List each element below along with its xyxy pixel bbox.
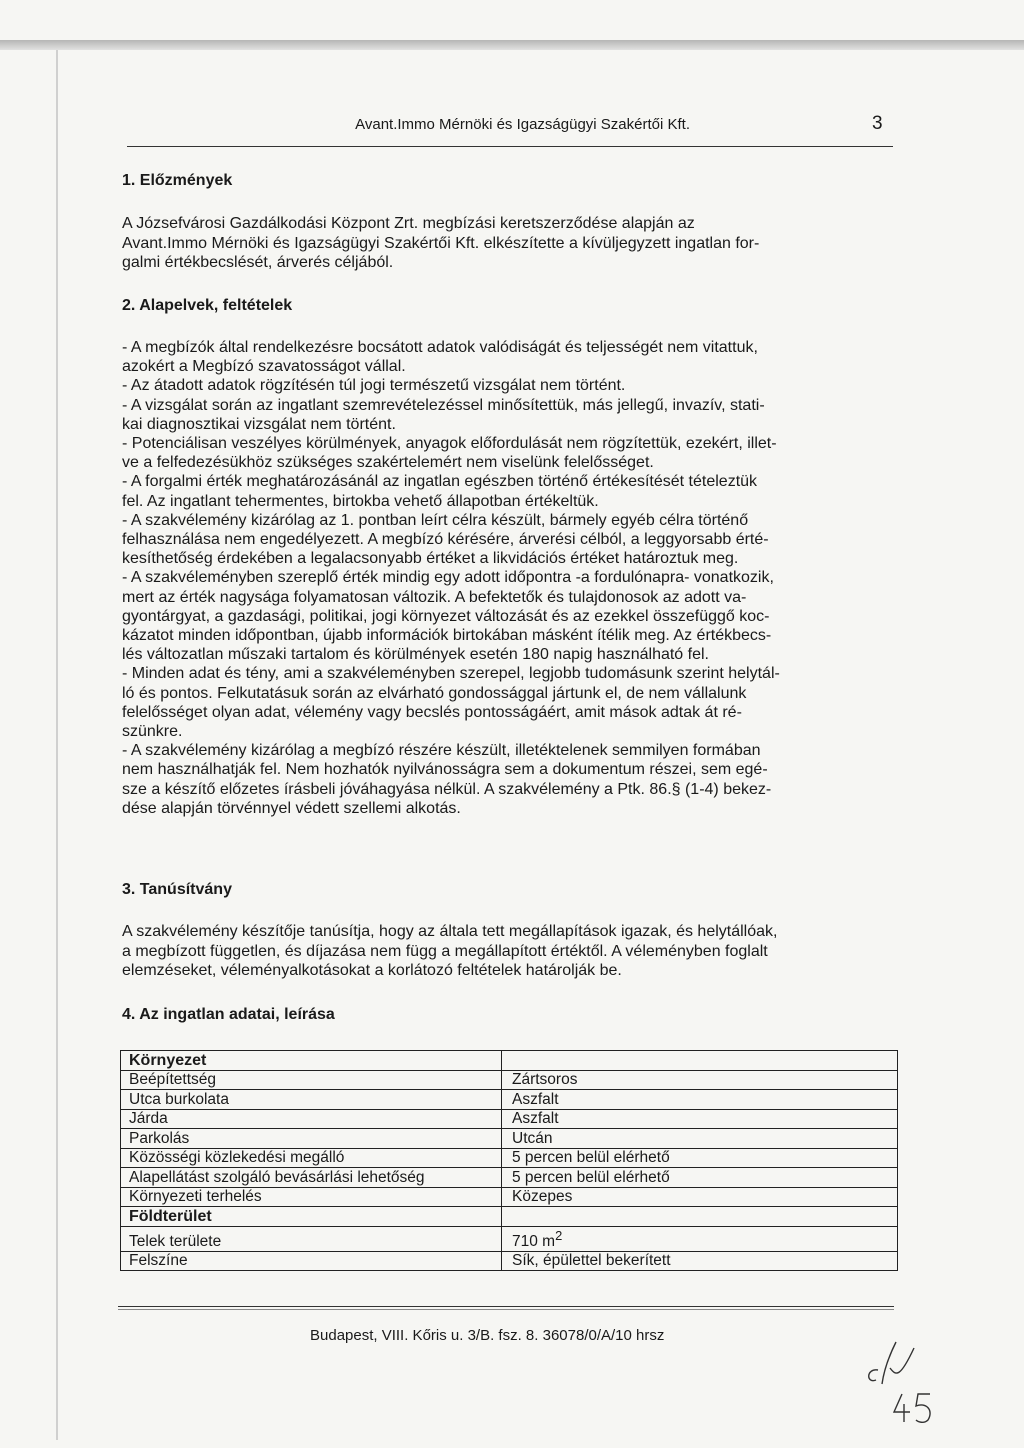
table-row bbox=[121, 1090, 898, 1110]
table-row bbox=[121, 1148, 898, 1168]
section-3-title: 3. Tanúsítvány bbox=[122, 881, 232, 898]
table-row-section bbox=[121, 1207, 898, 1227]
paragraph-line: A szakvélemény készítője tanúsítja, hogy az általa tett megállapítások igazak, és helytállóak, bbox=[122, 923, 778, 940]
footer-divider bbox=[118, 1306, 894, 1307]
paragraph-line: A Józsefvárosi Gazdálkodási Központ Zrt. megbízási keretszerződése alapján az bbox=[122, 215, 695, 232]
area-value: 710 m bbox=[512, 1232, 556, 1250]
section-2-title: 2. Alapelvek, feltételek bbox=[122, 297, 293, 314]
property-data-table bbox=[120, 1050, 898, 1271]
table-cell-label: Környezeti terhelés bbox=[121, 1187, 502, 1207]
section-4-title: 4. Az ingatlan adatai, leírása bbox=[122, 1006, 335, 1023]
section-3-body bbox=[122, 922, 884, 981]
section-1-body bbox=[122, 214, 882, 273]
area-unit-exponent: 2 bbox=[555, 1227, 563, 1243]
table-cell-value: Aszfalt bbox=[502, 1090, 898, 1110]
paragraph-line: fel. Az ingatlant tehermentes, birtokba vehető állapotban értékeltük. bbox=[122, 492, 599, 510]
table-row bbox=[121, 1251, 898, 1271]
paragraph-line: - A vizsgálat során az ingatlant szemrevételezéssel minősítettük, más jellegű, invazív, stati- bbox=[122, 396, 765, 414]
table-cell-value: Sík, épülettel bekerített bbox=[502, 1251, 898, 1271]
footer-address: Budapest, VIII. Kőris u. 3/B. fsz. 8. 36078/0/A/10 hrsz bbox=[310, 1327, 665, 1344]
scan-edge-top bbox=[0, 40, 1024, 50]
paragraph-line: elemzéseket, véleményalkotásokat a korlátozó feltételek határolják be. bbox=[122, 962, 622, 979]
table-row bbox=[121, 1226, 898, 1251]
table-cell-label: Beépítettség bbox=[121, 1070, 502, 1090]
table-cell-value: 5 percen belül elérhető bbox=[502, 1148, 898, 1168]
table-cell-label: Utca burkolata bbox=[121, 1090, 502, 1110]
table-row bbox=[121, 1109, 898, 1129]
paragraph-line: felhasználása nem engedélyezett. A megbízó kérésére, árverési célból, a leggyorsabb érté- bbox=[122, 531, 769, 549]
paragraph-line: - A szakvéleményben szereplő érték mindig egy adott időpontra -a fordulónapra- vonatkozik, bbox=[122, 569, 774, 587]
paragraph-line: gyontárgyat, a gazdasági, politikai, jogi környezet változását és az ezekkel összefüggő koc- bbox=[122, 607, 770, 625]
paragraph-line: mert az érték nagysága folyamatosan változik. A befektetők és tulajdonosok az adott va- bbox=[122, 588, 747, 606]
table-cell-label: Telek területe bbox=[121, 1226, 502, 1251]
header-divider bbox=[127, 146, 893, 147]
page-number: 3 bbox=[872, 113, 883, 134]
table-cell-label: Alapellátást szolgáló bevásárlási lehetőség bbox=[121, 1168, 502, 1188]
table-cell-value: Zártsoros bbox=[502, 1070, 898, 1090]
paragraph-line: - Potenciálisan veszélyes körülmények, anyagok előfordulását nem rögzítettük, ezekért, illet- bbox=[122, 435, 777, 453]
table-row bbox=[121, 1187, 898, 1207]
header-company: Avant.Immo Mérnöki és Igazságügyi Szakértői Kft. bbox=[355, 116, 690, 133]
section-1-title: 1. Előzmények bbox=[122, 172, 233, 189]
paragraph-line: kai diagnosztikai vizsgálat nem történt. bbox=[122, 415, 396, 433]
table-row bbox=[121, 1129, 898, 1149]
paragraph-line: ló és pontos. Felkutatásuk során az elvárható gondossággal jártunk el, de nem vállalunk bbox=[122, 684, 747, 702]
paragraph-line: lés változatlan műszaki tartalom és körülmények esetén 180 napig használható fel. bbox=[122, 646, 709, 664]
table-cell-label: Közösségi közlekedési megálló bbox=[121, 1148, 502, 1168]
handwritten-page-mark-icon bbox=[890, 1390, 940, 1426]
handwritten-signature-icon bbox=[860, 1340, 920, 1390]
paragraph-line: sze a készítő előzetes írásbeli jóváhagyása nélkül. A szakvélemény a Ptk. 86.§ (1-4) bekez- bbox=[122, 780, 772, 798]
paragraph-line: - A forgalmi érték meghatározásánál az ingatlan egészben történő értékesítését tételeztük bbox=[122, 473, 758, 491]
paragraph-line: - Az átadott adatok rögzítésén túl jogi természetű vizsgálat nem történt. bbox=[122, 377, 626, 395]
table-row-section bbox=[121, 1051, 898, 1071]
paragraph-line: szünkre. bbox=[122, 723, 183, 741]
table-cell-value bbox=[502, 1226, 898, 1251]
table-cell-label: Járda bbox=[121, 1109, 502, 1129]
table-cell-value: 5 percen belül elérhető bbox=[502, 1168, 898, 1188]
section-2-body bbox=[122, 338, 890, 818]
table-cell-value bbox=[502, 1207, 898, 1227]
footer-divider-secondary bbox=[118, 1309, 894, 1310]
table-cell-value: Közepes bbox=[502, 1187, 898, 1207]
table-cell-value: Aszfalt bbox=[502, 1109, 898, 1129]
paragraph-line: azokért a Megbízó szavatosságot vállal. bbox=[122, 358, 406, 376]
table-row bbox=[121, 1168, 898, 1188]
paragraph-line: - A szakvélemény kizárólag az 1. pontban leírt célra készült, bármely egyéb célra történő bbox=[122, 511, 749, 529]
table-cell-label: Földterület bbox=[121, 1207, 502, 1227]
table-cell-label: Felszíne bbox=[121, 1251, 502, 1271]
table-cell-label: Parkolás bbox=[121, 1129, 502, 1149]
paragraph-line: kázatot minden időpontban, újabb információk birtokában másként ítélik meg. Az értékbecs- bbox=[122, 627, 772, 645]
paragraph-line: a megbízott független, és díjazása nem függ a megállapított értéktől. A véleményben foglalt bbox=[122, 942, 768, 960]
table-cell-label: Környezet bbox=[121, 1051, 502, 1071]
table-row bbox=[121, 1070, 898, 1090]
paragraph-line: kesíthetőség érdekében a legalacsonyabb értéket a likvidációs értéket határoztuk meg. bbox=[122, 550, 739, 568]
table-cell-value bbox=[502, 1051, 898, 1071]
paragraph-line: nem használhatják fel. Nem hozhatók nyilvánosságra sem a dokumentum részei, sem egé- bbox=[122, 761, 768, 779]
paragraph-line: felelősséget olyan adat, vélemény vagy becslés pontosságáért, amit mások adtak át ré- bbox=[122, 703, 742, 721]
paragraph-line: Avant.Immo Mérnöki és Igazságügyi Szakértői Kft. elkészítette a kívüljegyzett ingatlan for- bbox=[122, 234, 760, 252]
table-cell-value: Utcán bbox=[502, 1129, 898, 1149]
paragraph-line: dése alapján törvénnyel védett szellemi alkotás. bbox=[122, 799, 461, 817]
paragraph-line: - A megbízók által rendelkezésre bocsátott adatok valódiságát és teljességét nem vitattuk, bbox=[122, 339, 758, 356]
paragraph-line: - A szakvélemény kizárólag a megbízó részére készült, illetéktelenek semmilyen formában bbox=[122, 742, 761, 760]
paragraph-line: - Minden adat és tény, ami a szakvéleményben szerepel, legjobb tudomásunk szerint helytál- bbox=[122, 665, 780, 683]
paragraph-line: galmi értékbecslését, árverés céljából. bbox=[122, 254, 394, 271]
scan-edge-left bbox=[56, 50, 58, 1440]
paragraph-line: ve a felfedezésükhöz szükséges szakértelemért nem viselünk felelősséget. bbox=[122, 454, 654, 472]
